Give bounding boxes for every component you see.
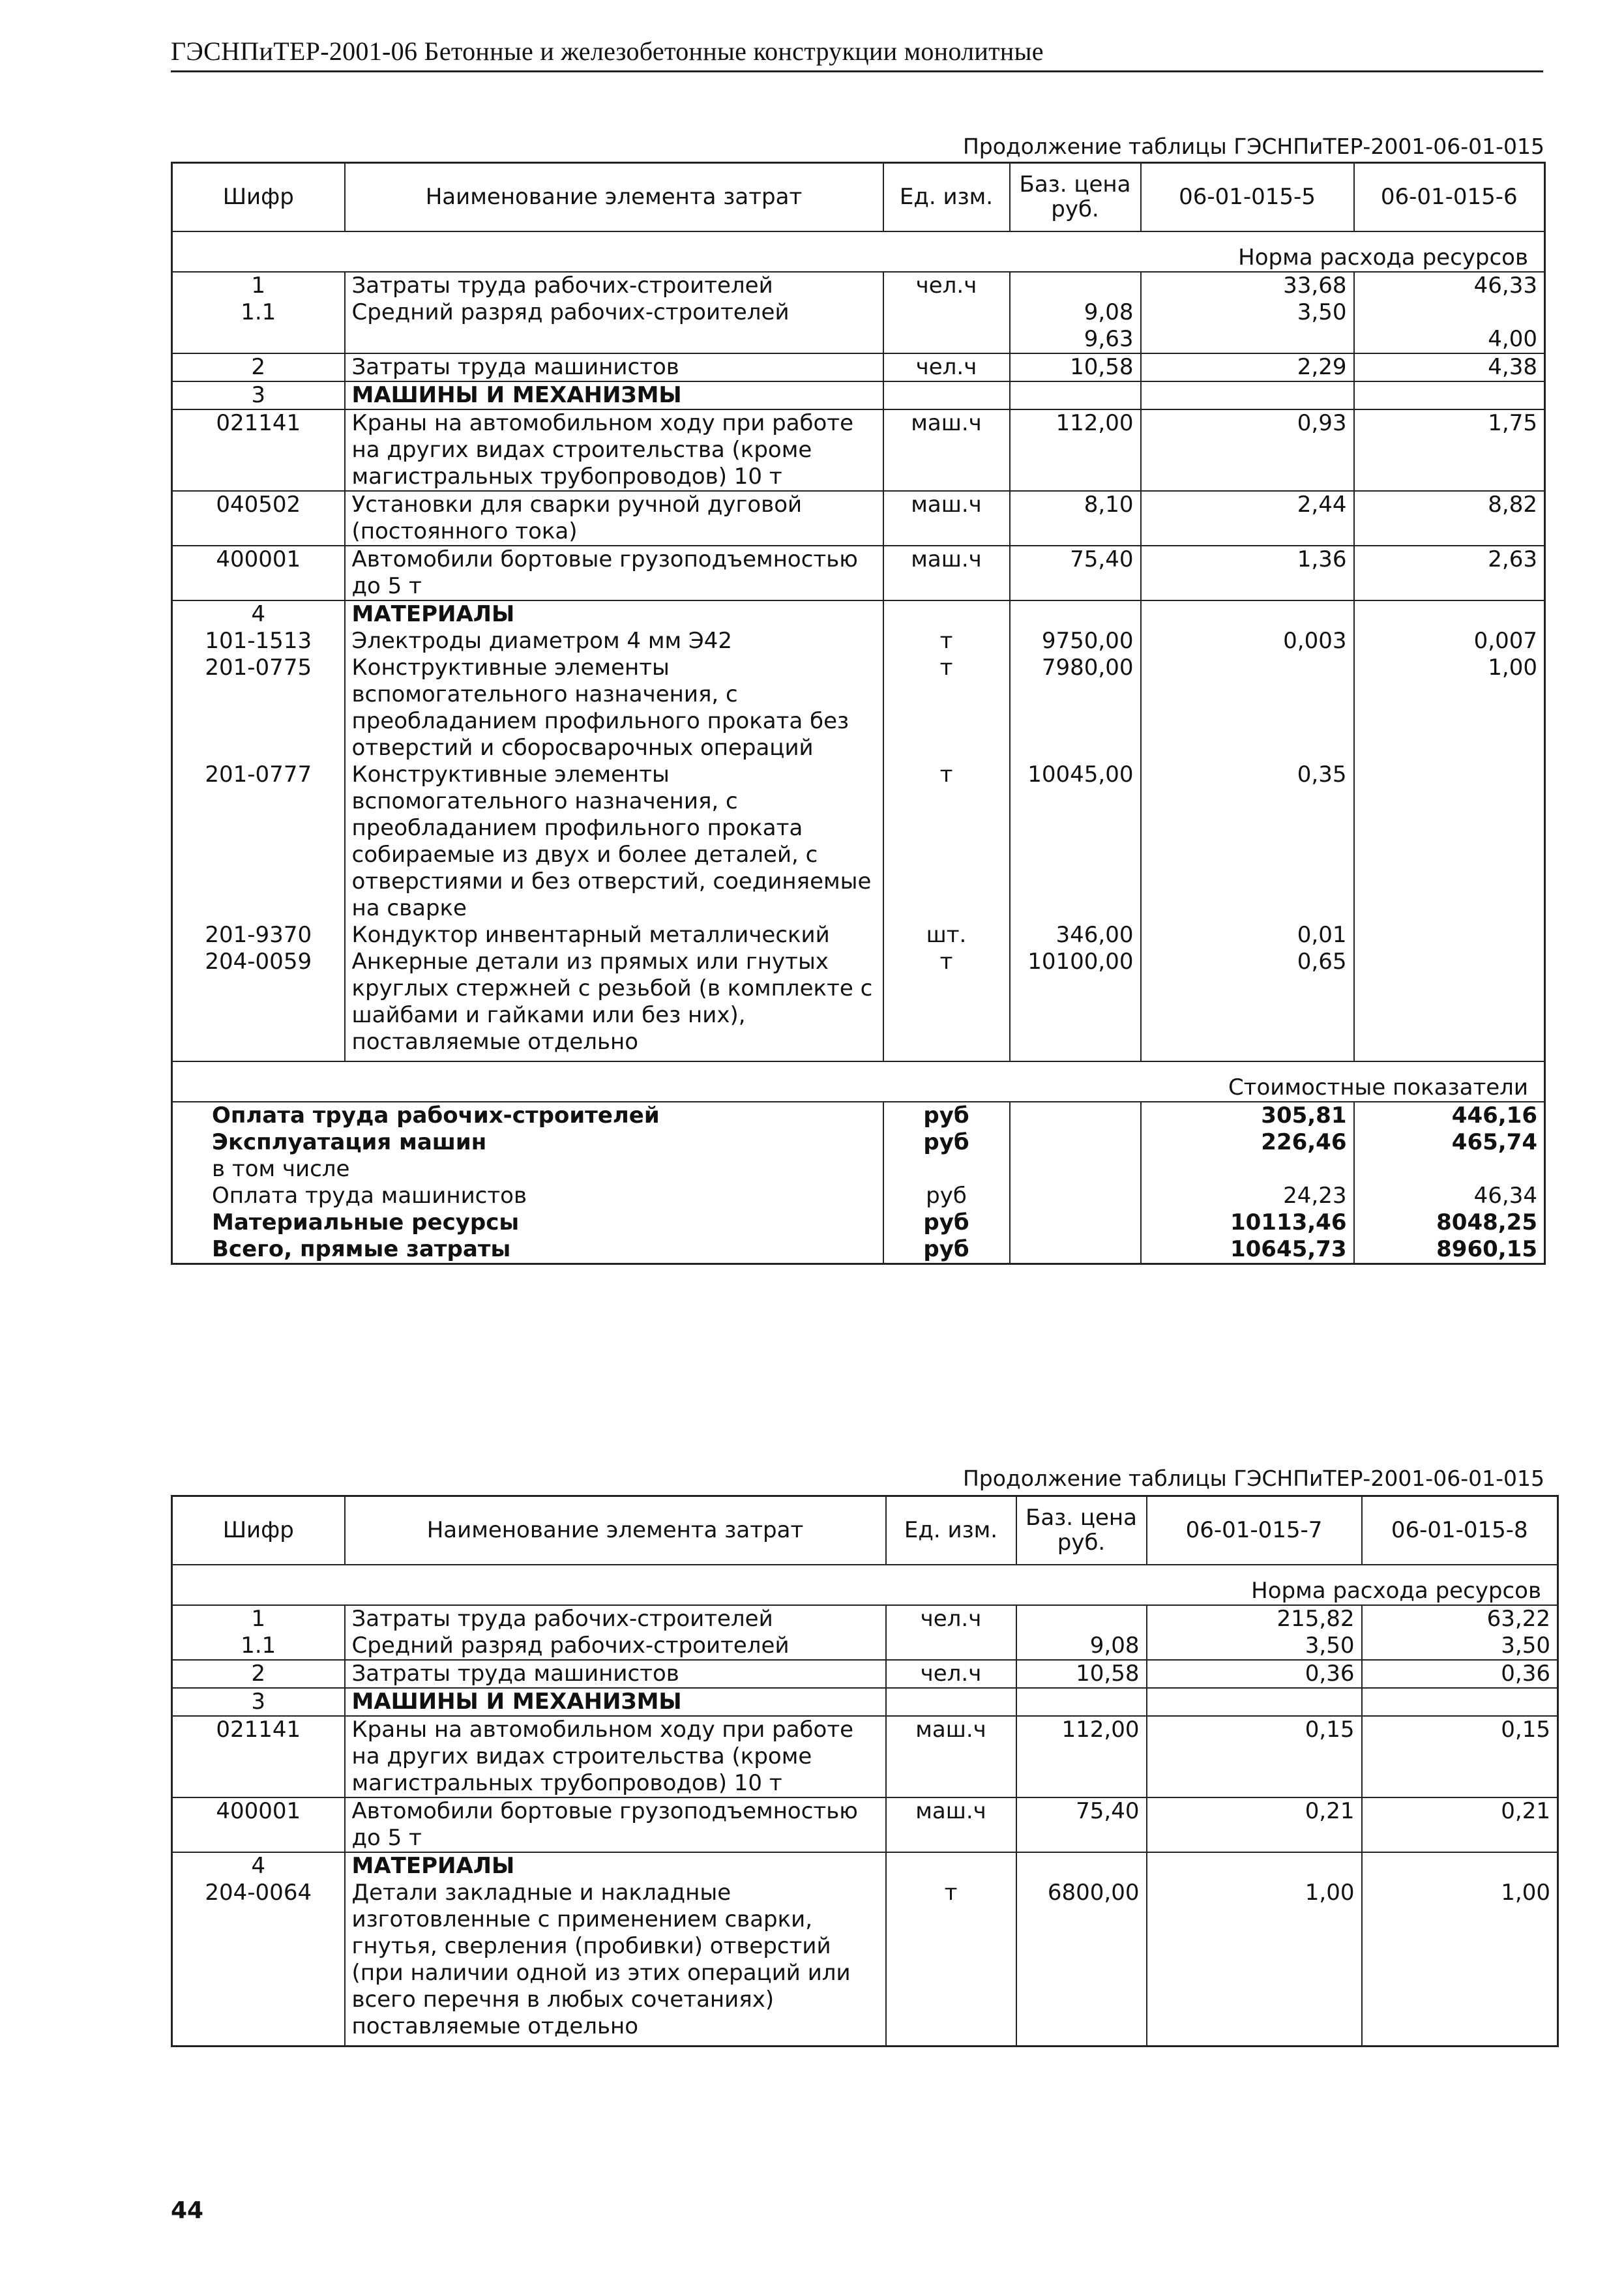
row-value-2: 2,63 [1354,546,1545,600]
row-price [1010,600,1141,628]
row-price: 6800,00 [1016,1880,1147,2040]
cost-value-2: 8048,25 [1354,1209,1545,1236]
table-row [172,1797,1558,1852]
row-value-1 [1141,655,1354,761]
table1-caption: Продолжение таблицы ГЭСНПиТЕР-2001-06-01-015 [962,134,1544,159]
row-name: Конструктивные элементы вспомогательного назначения, с преобладанием профильного проката собираемые из двух и более деталей, с отверстиями и без отверстий, соединяемые на сварке [345,761,883,922]
norm-label: Норма расхода ресурсов [172,1565,1558,1605]
table-row [172,1633,1558,1660]
row-name: Детали закладные и накладные изготовленные с применением сварки, гнутья, сверления (пробивки) отверстий (при наличии одной из этих операций или всего перечня в любых сочетаниях) поставляемые отдельно [345,1880,886,2040]
spacer-cell [172,2040,345,2047]
row-value-1 [1141,600,1354,628]
row-name: Автомобили бортовые грузоподъемностью до 5 т [345,1797,886,1852]
table-row [172,272,1545,299]
row-unit [883,299,1010,326]
row-price: 10100,00 [1010,949,1141,1056]
row-name: МАШИНЫ И МЕХАНИЗМЫ [345,1688,886,1716]
cost-unit: руб [883,1183,1010,1209]
table-row [172,491,1545,546]
row-code: 4 [172,1852,345,1880]
row-name: Конструктивные элементы вспомогательного назначения, с преобладанием профильного проката без отверстий и сборосварочных операций [345,655,883,761]
row-unit: чел.ч [886,1660,1016,1688]
cost-value-1 [1141,1156,1354,1183]
spacer-cell [886,2040,1016,2047]
row-price: 10,58 [1016,1660,1147,1688]
table-row [172,381,1545,409]
col-price-header: Баз. цена руб. [1010,163,1141,231]
row-name: Средний разряд рабочих-строителей [345,299,883,326]
cost-value-2: 465,74 [1354,1129,1545,1156]
row-value-2: 1,00 [1354,655,1545,761]
col-code-header: Шифр [172,163,345,231]
row-price [1010,381,1141,409]
spacer-cell [1354,1056,1545,1061]
row-name: МАТЕРИАЛЫ [345,1852,886,1880]
row-code: 400001 [172,1797,345,1852]
table-row [172,655,1545,761]
row-value-2: 0,007 [1354,628,1545,655]
row-price [1016,1605,1147,1633]
row-price [1010,272,1141,299]
row-price: 112,00 [1010,409,1141,491]
row-name: МАТЕРИАЛЫ [345,600,883,628]
col-v2-header: 06-01-015-8 [1362,1496,1558,1565]
row-value-2: 0,21 [1362,1797,1558,1852]
row-value-2 [1362,1688,1558,1716]
cost-value-2: 46,34 [1354,1183,1545,1209]
table-row [172,546,1545,600]
cost-name: Оплата труда рабочих-строителей [172,1102,883,1129]
col-name-header: Наименование элемента затрат [345,1496,886,1565]
row-value-2 [1354,761,1545,922]
row-code: 1 [172,1605,345,1633]
row-unit: маш.ч [883,546,1010,600]
row-value-1: 0,36 [1147,1660,1362,1688]
cost-unit: руб [883,1236,1010,1264]
cost-value-1: 10113,46 [1141,1209,1354,1236]
spacer-cell [1362,2040,1558,2047]
row-price [1016,1688,1147,1716]
table-row [172,353,1545,381]
row-unit [886,1852,1016,1880]
col-v1-header: 06-01-015-7 [1147,1496,1362,1565]
row-value-1: 2,44 [1141,491,1354,546]
table-row [172,922,1545,949]
row-unit: т [883,628,1010,655]
page-number: 44 [171,2197,204,2224]
row-value-1 [1147,1852,1362,1880]
row-code: 021141 [172,409,345,491]
row-name: Установки для сварки ручной дуговой (постоянного тока) [345,491,883,546]
row-price: 8,10 [1010,491,1141,546]
col-price-header: Баз. цена руб. [1016,1496,1147,1565]
row-unit: маш.ч [886,1797,1016,1852]
cost-price [1010,1209,1141,1236]
cost-unit: руб [883,1102,1010,1129]
cost-label-row [172,1061,1545,1102]
table-row [172,1852,1558,1880]
row-unit: чел.ч [883,272,1010,299]
cost-label: Стоимостные показатели [172,1061,1545,1102]
norm-label: Норма расхода ресурсов [172,231,1545,272]
row-name: Затраты труда рабочих-строителей [345,272,883,299]
table-row [172,1716,1558,1797]
row-value-1: 215,82 [1147,1605,1362,1633]
cost-price [1010,1102,1141,1129]
row-code: 101-1513 [172,628,345,655]
row-value-1 [1141,381,1354,409]
cost-name: Всего, прямые затраты [172,1236,883,1264]
col-code-header: Шифр [172,1496,345,1565]
cost-value-1: 305,81 [1141,1102,1354,1129]
norm-label-row [172,1565,1558,1605]
col-unit-header: Ед. изм. [883,163,1010,231]
row-value-1 [1141,326,1354,353]
row-value-1: 2,29 [1141,353,1354,381]
cost-value-2: 8960,15 [1354,1236,1545,1264]
table-row [172,1660,1558,1688]
row-unit: шт. [883,922,1010,949]
table1-header-row [172,163,1545,231]
row-price: 7980,00 [1010,655,1141,761]
cost-name: в том числе [172,1156,883,1183]
row-value-1: 0,65 [1141,949,1354,1056]
col-name-header: Наименование элемента затрат [345,163,883,231]
row-name: Анкерные детали из прямых или гнутых круглых стержней с резьбой (в комплекте с шайбами и гайками или без них), поставляемые отдельно [345,949,883,1056]
row-unit: т [883,655,1010,761]
row-unit: чел.ч [886,1605,1016,1633]
row-name: Автомобили бортовые грузоподъемностью до 5 т [345,546,883,600]
row-value-1: 0,93 [1141,409,1354,491]
row-value-2 [1354,299,1545,326]
row-price: 112,00 [1016,1716,1147,1797]
cost-row [172,1236,1545,1264]
cost-row [172,1209,1545,1236]
row-code: 021141 [172,1716,345,1797]
row-code: 1 [172,272,345,299]
row-price [1016,1852,1147,1880]
cost-price [1010,1236,1141,1264]
row-price: 9750,00 [1010,628,1141,655]
row-value-2 [1362,1852,1558,1880]
row-price: 75,40 [1010,546,1141,600]
cost-value-1: 226,46 [1141,1129,1354,1156]
row-value-1 [1147,1688,1362,1716]
row-name: Электроды диаметром 4 мм Э42 [345,628,883,655]
row-unit [883,326,1010,353]
cost-row [172,1102,1545,1129]
row-value-1: 33,68 [1141,272,1354,299]
row-price: 346,00 [1010,922,1141,949]
row-unit: чел.ч [883,353,1010,381]
table-row [172,326,1545,353]
table1-body [172,272,1545,1264]
row-unit: т [886,1880,1016,2040]
row-unit [883,600,1010,628]
row-code: 1.1 [172,299,345,326]
cost-unit: руб [883,1209,1010,1236]
spacer-cell [345,1056,883,1061]
spacer-cell [1141,1056,1354,1061]
row-unit [883,381,1010,409]
table2-header-row [172,1496,1558,1565]
row-name [345,326,883,353]
row-code: 3 [172,1688,345,1716]
row-name: МАШИНЫ И МЕХАНИЗМЫ [345,381,883,409]
row-price: 9,63 [1010,326,1141,353]
row-price: 10,58 [1010,353,1141,381]
header-rule [171,70,1543,72]
table2 [171,1495,1559,2047]
row-value-2 [1354,600,1545,628]
row-code: 201-9370 [172,922,345,949]
table-row [172,299,1545,326]
row-value-2: 0,15 [1362,1716,1558,1797]
row-value-1: 3,50 [1147,1633,1362,1660]
cost-row [172,1129,1545,1156]
row-code: 3 [172,381,345,409]
row-code: 204-0059 [172,949,345,1056]
running-header: ГЭСНПиТЕР-2001-06 Бетонные и железобетонные конструкции монолитные [171,37,1044,66]
row-value-1: 1,36 [1141,546,1354,600]
spacer-cell [345,2040,886,2047]
cost-unit [883,1156,1010,1183]
table2-caption: Продолжение таблицы ГЭСНПиТЕР-2001-06-01-015 [962,1466,1544,1491]
row-name: Затраты труда машинистов [345,353,883,381]
row-unit [886,1633,1016,1660]
cost-name: Оплата труда машинистов [172,1183,883,1209]
row-code: 1.1 [172,1633,345,1660]
cost-price [1010,1156,1141,1183]
row-value-2 [1354,381,1545,409]
table1 [171,162,1546,1265]
spacer-row [172,2040,1558,2047]
cost-name: Материальные ресурсы [172,1209,883,1236]
cost-price [1010,1183,1141,1209]
cost-name: Эксплуатация машин [172,1129,883,1156]
row-value-2: 1,00 [1362,1880,1558,2040]
row-unit: т [883,761,1010,922]
cost-value-1: 10645,73 [1141,1236,1354,1264]
spacer-cell [883,1056,1010,1061]
row-code: 4 [172,600,345,628]
spacer-cell [1016,2040,1147,2047]
row-unit: маш.ч [883,491,1010,546]
table-row [172,1688,1558,1716]
row-value-2: 4,00 [1354,326,1545,353]
table-row [172,1880,1558,2040]
row-name: Средний разряд рабочих-строителей [345,1633,886,1660]
row-value-2: 46,33 [1354,272,1545,299]
table-row [172,409,1545,491]
row-name: Затраты труда рабочих-строителей [345,1605,886,1633]
row-price: 10045,00 [1010,761,1141,922]
row-value-1: 0,35 [1141,761,1354,922]
row-value-2 [1354,922,1545,949]
col-unit-header: Ед. изм. [886,1496,1016,1565]
row-unit [886,1688,1016,1716]
row-code: 040502 [172,491,345,546]
row-value-2: 1,75 [1354,409,1545,491]
row-value-2: 63,22 [1362,1605,1558,1633]
spacer-row [172,1056,1545,1061]
cost-value-1: 24,23 [1141,1183,1354,1209]
cost-price [1010,1129,1141,1156]
row-unit: маш.ч [886,1716,1016,1797]
spacer-cell [1147,2040,1362,2047]
table-row [172,628,1545,655]
row-name: Затраты труда машинистов [345,1660,886,1688]
cost-row [172,1183,1545,1209]
row-unit: маш.ч [883,409,1010,491]
cost-value-2: 446,16 [1354,1102,1545,1129]
norm-label-row [172,231,1545,272]
spacer-cell [172,1056,345,1061]
row-value-1: 0,003 [1141,628,1354,655]
row-name: Кондуктор инвентарный металлический [345,922,883,949]
row-price: 75,40 [1016,1797,1147,1852]
row-value-2: 4,38 [1354,353,1545,381]
row-value-1: 0,21 [1147,1797,1362,1852]
row-value-1: 0,15 [1147,1716,1362,1797]
row-price: 9,08 [1016,1633,1147,1660]
row-code: 204-0064 [172,1880,345,2040]
row-price: 9,08 [1010,299,1141,326]
table-row [172,761,1545,922]
row-value-2: 8,82 [1354,491,1545,546]
row-value-1: 3,50 [1141,299,1354,326]
row-code: 400001 [172,546,345,600]
cost-row [172,1156,1545,1183]
table-row [172,600,1545,628]
col-v1-header: 06-01-015-5 [1141,163,1354,231]
row-value-2: 3,50 [1362,1633,1558,1660]
row-name: Краны на автомобильном ходу при работе на других видах строительства (кроме магистральных трубопроводов) 10 т [345,409,883,491]
row-unit: т [883,949,1010,1056]
row-code: 2 [172,1660,345,1688]
row-code: 201-0777 [172,761,345,922]
table-row [172,949,1545,1056]
col-v2-header: 06-01-015-6 [1354,163,1545,231]
cost-value-2 [1354,1156,1545,1183]
row-code: 201-0775 [172,655,345,761]
row-value-2: 0,36 [1362,1660,1558,1688]
row-value-2 [1354,949,1545,1056]
cost-unit: руб [883,1129,1010,1156]
row-code [172,326,345,353]
row-name: Краны на автомобильном ходу при работе на других видах строительства (кроме магистральных трубопроводов) 10 т [345,1716,886,1797]
row-code: 2 [172,353,345,381]
row-value-1: 0,01 [1141,922,1354,949]
table2-body [172,1605,1558,2047]
table-row [172,1605,1558,1633]
spacer-cell [1010,1056,1141,1061]
row-value-1: 1,00 [1147,1880,1362,2040]
